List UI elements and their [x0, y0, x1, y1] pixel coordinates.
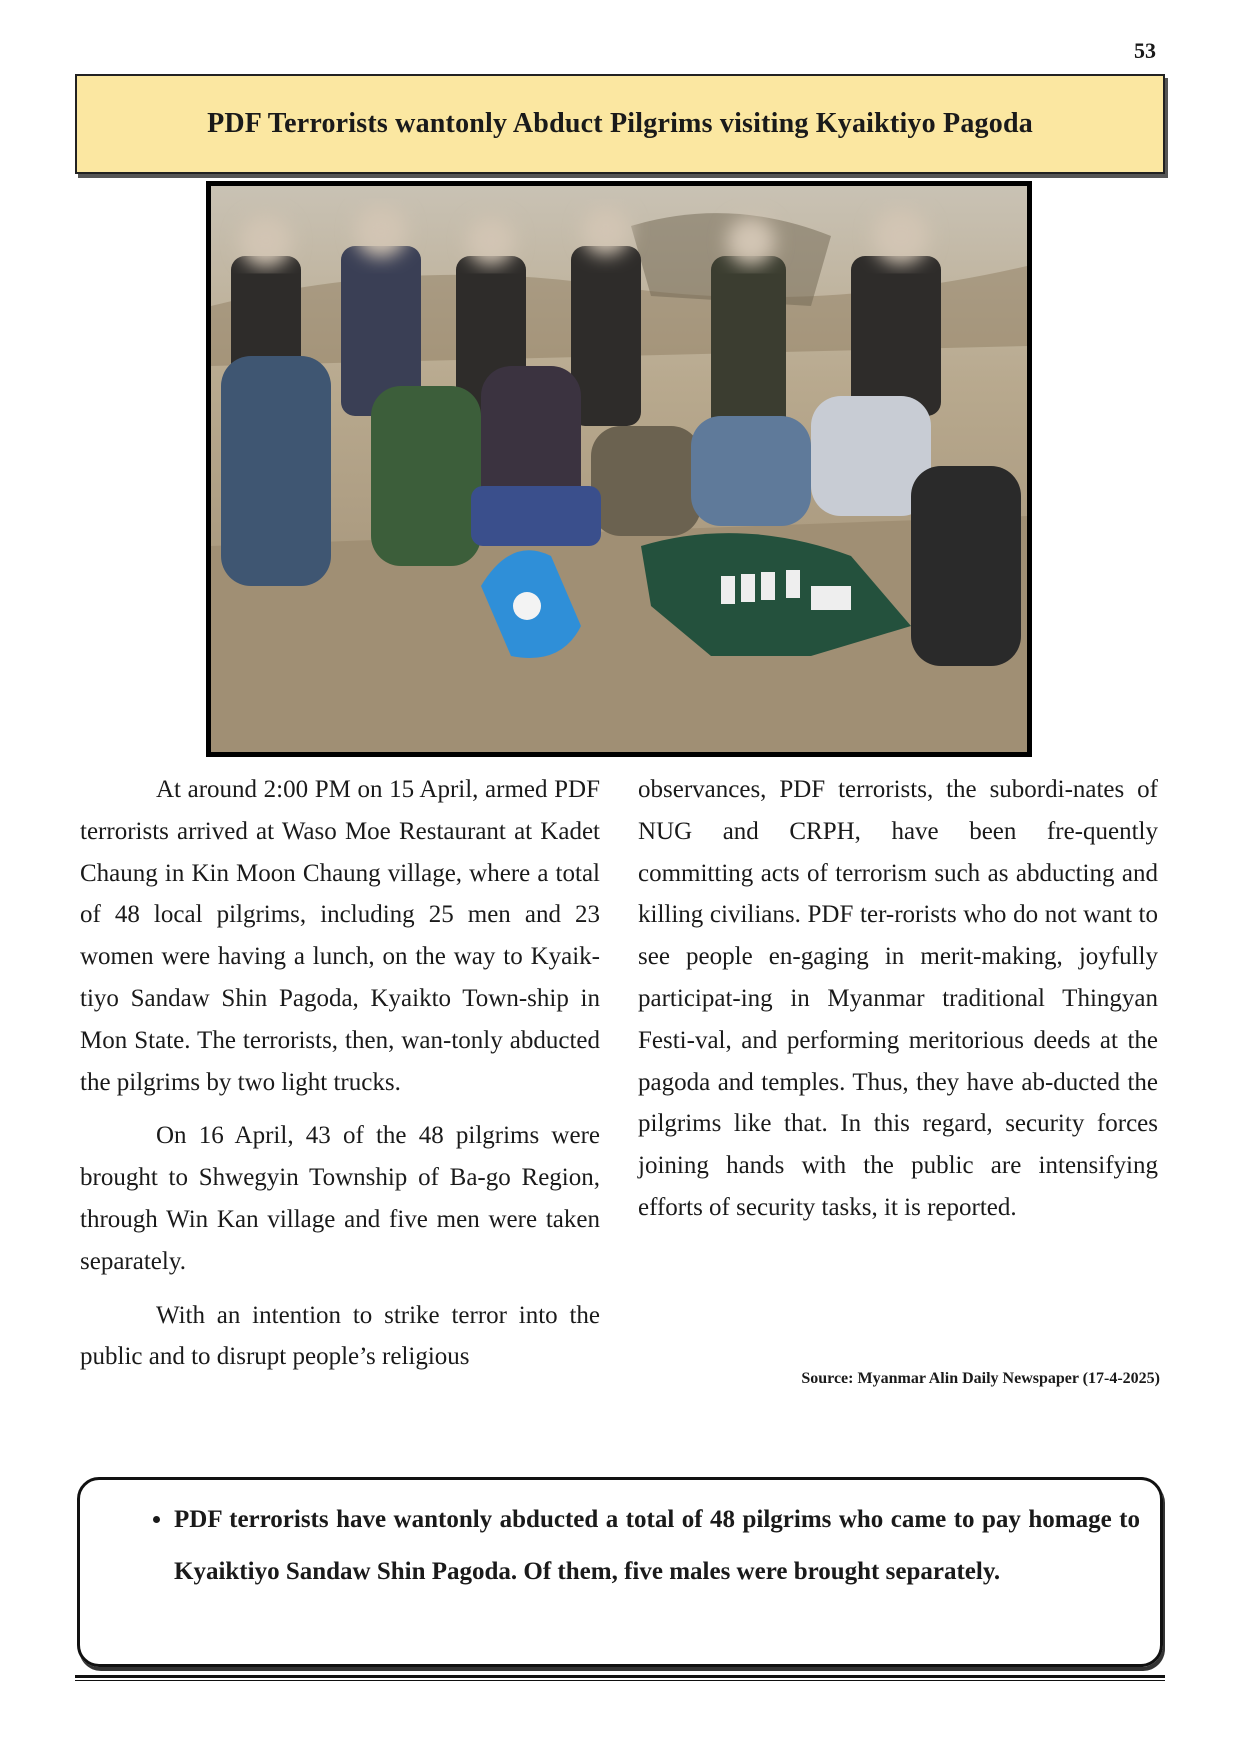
article-column-left	[80, 769, 600, 1390]
summary-list	[128, 1494, 1140, 1598]
photo-of-abducted-pilgrims-icon	[211, 186, 1027, 752]
article-paragraph: observances, PDF terrorists, the subordi-nates of NUG and CRPH, have been fre-quently committing acts of terrorism such as abducting and killing civilians. PDF ter-rorists who do not want to see people en-gaging in merit-making, joyfully participat-ing in Myanmar traditional Thingyan Festi-val, and performing meritorious deeds at the pagoda and temples. Thus, they have ab-ducted the pilgrims like that. In this regard, security forces joining hands with the public are intensifying efforts of security tasks, it is reported.	[638, 776, 1158, 1221]
article-paragraph: At around 2:00 PM on 15 April, armed PDF terrorists arrived at Waso Moe Restaurant at Kadet Chaung in Kin Moon Chaung village, where a total of 48 local pilgrims, including 25 men and 23 women were having a lunch, on the way to Kyaik-tiyo Sandaw Shin Pagoda, Kyaikto Town-ship in Mon State. The terrorists, then, wan-tonly abducted the pilgrims by two light trucks.	[80, 776, 600, 1096]
source-citation: Source: Myanmar Alin Daily Newspaper (17-4-2025)	[801, 1370, 1160, 1387]
article-column-right	[638, 769, 1158, 1241]
article-body	[80, 769, 1160, 1469]
summary-box	[77, 1477, 1163, 1667]
page-number: 53	[1134, 38, 1156, 63]
footer-divider	[75, 1675, 1165, 1681]
title-banner	[75, 74, 1165, 174]
page-title: PDF Terrorists wantonly Abduct Pilgrims visiting Kyaiktiyo Pagoda	[207, 108, 1033, 139]
summary-bullet: • PDF terrorists have wantonly abducted a total of 48 pilgrims who came to pay homage to Kyaiktiyo Sandaw Shin Pagoda. Of them, five males were brought separately.	[174, 1494, 1140, 1598]
news-photo	[206, 181, 1032, 757]
article-paragraph: On 16 April, 43 of the 48 pilgrims were brought to Shwegyin Township of Ba-go Region, through Win Kan village and five men were taken separately.	[80, 1122, 600, 1275]
article-paragraph: With an intention to strike terror into the public and to disrupt people’s religious	[80, 1301, 600, 1371]
